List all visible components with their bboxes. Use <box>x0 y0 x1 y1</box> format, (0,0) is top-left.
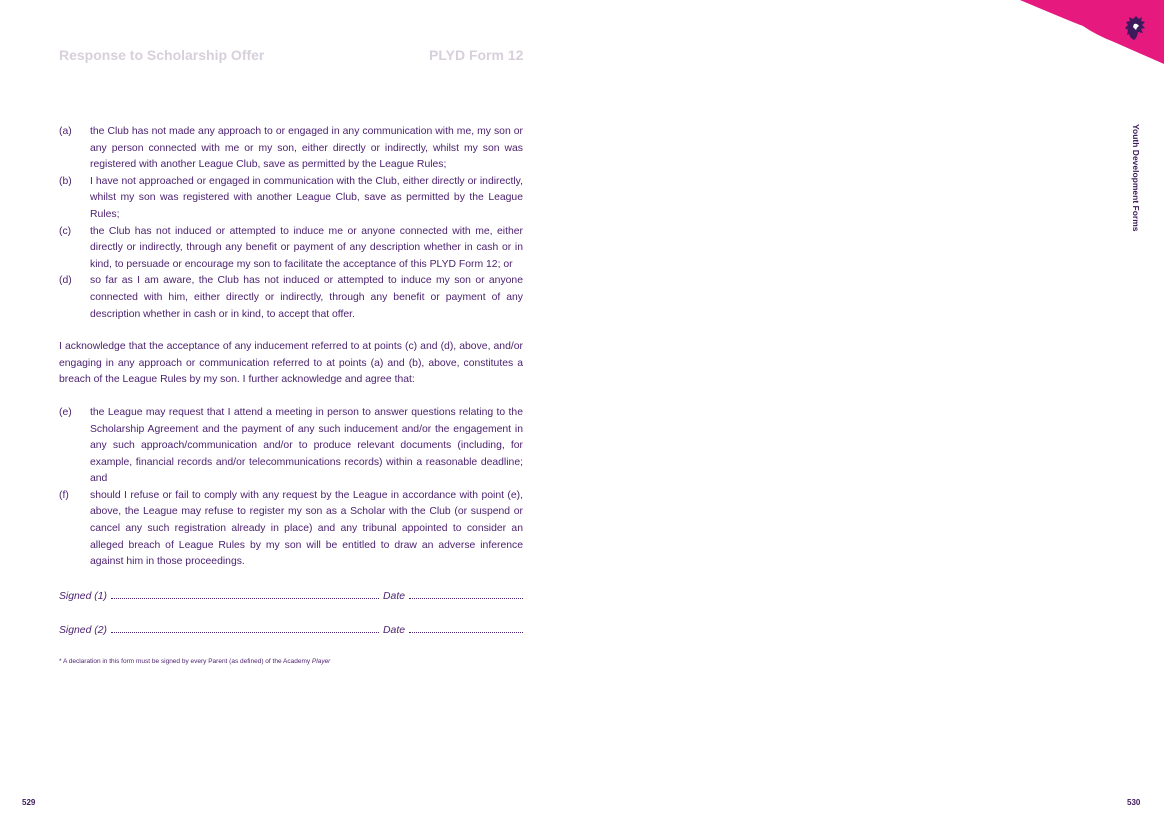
acknowledge-paragraph: I acknowledge that the acceptance of any inducement referred to at points (c) and (d), above, and/or engaging in any approach or communication referred to at points (a) and (b), above, constitutes a breach of the League Rules by my son. I further acknowledge and agree that: <box>59 341 523 386</box>
document-body <box>59 124 523 671</box>
clause-label: (f) <box>59 489 69 501</box>
clause-label: (e) <box>59 406 72 418</box>
clause-label: (c) <box>59 225 72 237</box>
footnote-italic: Player <box>311 658 331 666</box>
clause-text: I have not approached or engaged in communication with the Club, either directly or indirectly, whilst my son was registered with another League Club, save as permitted by the League Rules; <box>90 175 523 220</box>
clause-label: (a) <box>59 126 72 137</box>
date-label: Date <box>383 590 405 602</box>
clause-list-top <box>59 124 523 323</box>
footnote <box>59 654 523 671</box>
signature-line-1[interactable] <box>59 589 523 606</box>
signature-field[interactable] <box>111 624 379 633</box>
clause-d <box>59 273 523 323</box>
page-title: Response to Scholarship Offer <box>59 47 265 63</box>
signature-label: Signed (2) <box>59 625 107 637</box>
clause-text: the Club has not induced or attempted to induce me or anyone connected with me, either directly or indirectly, through any benefit or payment of any description whether in cash or in kind, to persuade or encourage my son to facilitate the acceptance of this PLYD Form 12; or <box>90 225 523 270</box>
signature-line-2[interactable] <box>59 623 523 640</box>
date-field[interactable] <box>409 624 523 633</box>
page-number-left: 529 <box>22 798 36 807</box>
date-label: Date <box>383 625 405 637</box>
clause-b <box>59 174 523 224</box>
signature-field[interactable] <box>111 590 379 599</box>
clause-f <box>59 488 523 571</box>
clause-a <box>59 124 523 174</box>
section-sidebar-label: Youth Development Forms <box>1131 124 1141 232</box>
clause-text: should I refuse or fail to comply with any request by the League in accordance with point (e), above, the League may refuse to register my son as a Scholar with the Club (or suspend or cancel any such registration already in place) and any tribunal appointed to consider an alleged breach of League Rules by my son will be entitled to draw an adverse inference against him in those proceedings. <box>90 489 523 568</box>
page-number-right: 530 <box>1127 798 1141 807</box>
clause-label: (b) <box>59 175 72 187</box>
clause-c <box>59 224 523 274</box>
clause-text: so far as I am aware, the Club has not induced or attempted to induce my son or anyone connected with him, either directly or indirectly, through any benefit or payment of any description whether in cash or in kind, to accept that offer. <box>90 275 523 320</box>
clause-text: the Club has not made any approach to or engaged in any communication with me, my son or any person connected with me or my son, either directly or indirectly, whilst my son was registered with another League Club, save as permitted by the League Rules; <box>90 126 523 171</box>
date-field[interactable] <box>409 590 523 599</box>
form-number: PLYD Form 12 <box>429 47 524 63</box>
clause-list-bottom <box>59 405 523 571</box>
clause-label: (d) <box>59 275 72 287</box>
clause-text: the League may request that I attend a meeting in person to answer questions relating to the Scholarship Agreement and the payment of any such inducement and/or the engagement in any such approach/communication and/or to produce relevant documents (including, for example, financial records and/or telecommunications records) within a reasonable deadline; and <box>90 406 523 485</box>
lion-logo-icon <box>1124 14 1148 42</box>
clause-e <box>59 405 523 488</box>
signature-label: Signed (1) <box>59 590 107 602</box>
footnote-text: * A declaration in this form must be signed by every Parent (as defined) of the Academy <box>59 658 312 666</box>
